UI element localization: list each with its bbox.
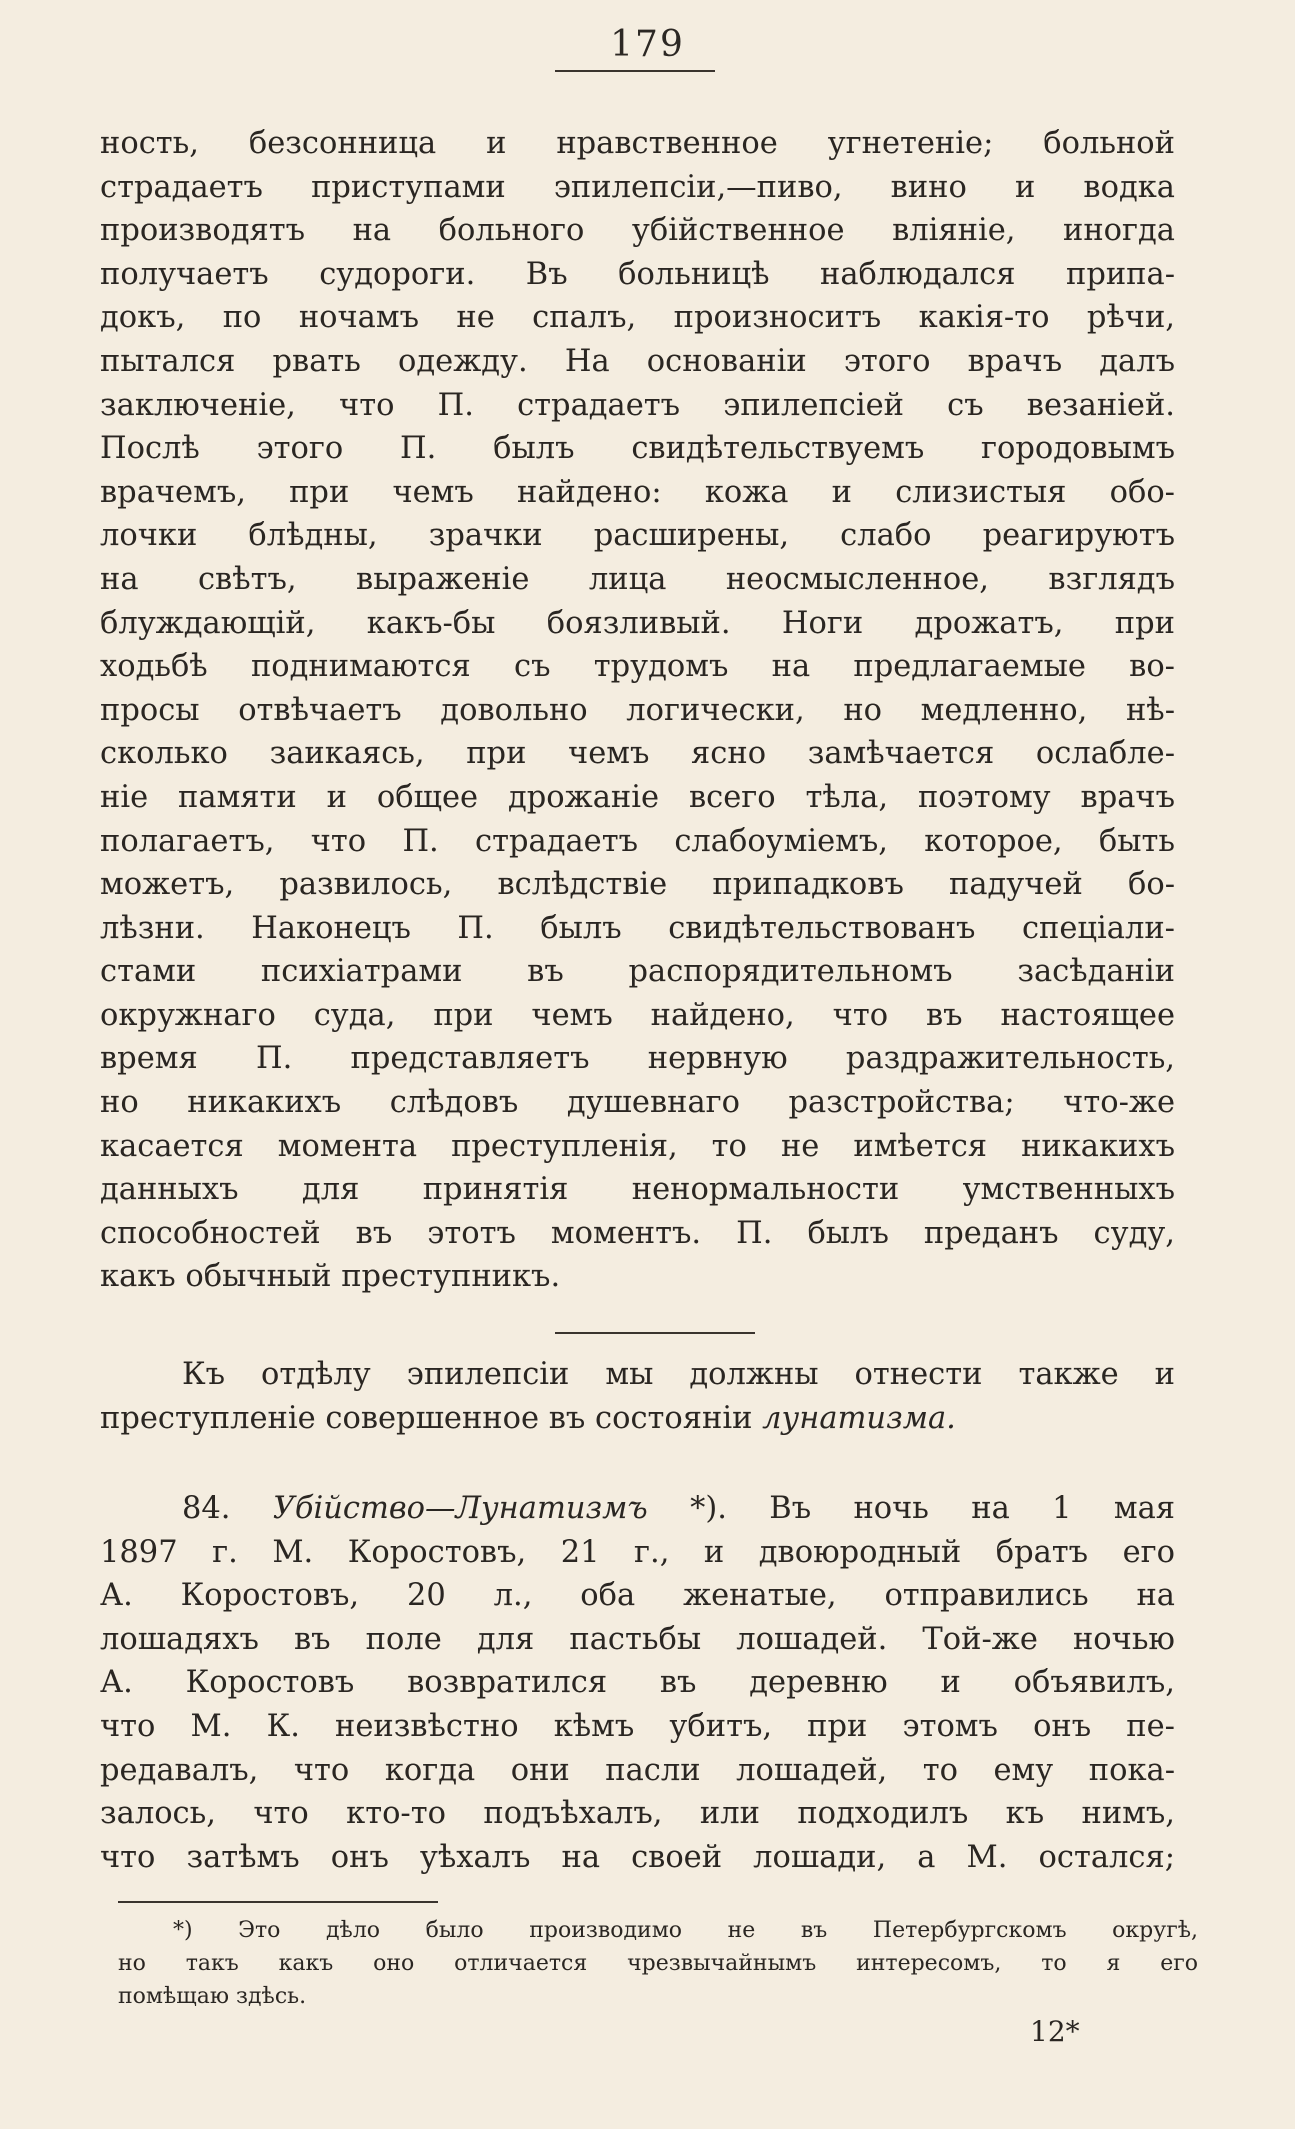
page-number: 179 — [610, 24, 685, 65]
text-line: время П. представляетъ нервную раздражительность, — [100, 1041, 1175, 1077]
text-line: данныхъ для принятія ненормальности умственныхъ — [100, 1172, 1175, 1208]
header-rule — [555, 70, 715, 72]
footnote-line: *) Это дѣло было производимо не въ Петербургскомъ округѣ, — [173, 1918, 1198, 1943]
text-line: просы отвѣчаетъ довольно логически, но медленно, нѣ- — [100, 692, 1175, 728]
text-line: Къ отдѣлу эпилепсіи мы должны отнести также и — [182, 1357, 1175, 1392]
text-line: страдаетъ приступами эпилепсіи,—пиво, вино и водка — [100, 169, 1175, 205]
text-line: лошадяхъ въ поле для пастьбы лошадей. Той-же ночью — [100, 1621, 1175, 1657]
text-line: лѣзни. Наконецъ П. былъ свидѣтельствованъ спеціали- — [100, 910, 1175, 946]
text-line: ніе памяти и общее дрожаніе всего тѣла, поэтому врачъ — [100, 779, 1175, 815]
footnote-marker: *). — [647, 1491, 727, 1526]
text-line: окружнаго суда, при чемъ найдено, что въ настоящее — [100, 997, 1175, 1033]
text-line: что затѣмъ онъ уѣхалъ на своей лошади, а М. остался; — [100, 1839, 1175, 1875]
text-line: ходьбѣ поднимаются съ трудомъ на предлагаемые во- — [100, 649, 1175, 685]
epilepsy-paragraph — [100, 1353, 1175, 1440]
text-line: врачемъ, при чемъ найдено: кожа и слизистыя обо- — [100, 474, 1175, 510]
text-line: А. Коростовъ, 20 л., оба женатые, отправились на — [100, 1578, 1175, 1614]
text-line: что М. К. неизвѣстно кѣмъ убитъ, при этомъ онъ пе- — [100, 1708, 1175, 1744]
text-line: но никакихъ слѣдовъ душевнаго разстройства; что-же — [100, 1085, 1175, 1121]
text-line: редавалъ, что когда они пасли лошадей, то ему пока- — [100, 1752, 1175, 1788]
text-line: какъ обычный преступникъ. — [100, 1259, 561, 1295]
section-divider — [555, 1332, 755, 1334]
text-line: 1897 г. М. Коростовъ, 21 г., и двоюродный братъ его — [100, 1534, 1175, 1570]
italic-term: лунатизма. — [762, 1400, 956, 1436]
footnote-line: но такъ какъ оно отличается чрезвычайнымъ интересомъ, то я его — [118, 1951, 1198, 1976]
case-paragraph — [100, 1487, 1175, 1879]
text-line: можетъ, развилось, вслѣдствіе припадковъ падучей бо- — [100, 867, 1175, 903]
footnote-line: помѣщаю здѣсь. — [118, 1984, 307, 2009]
text-line: на свѣтъ, выраженіе лица неосмысленное, взглядъ — [100, 561, 1175, 597]
text-line: сколько заикаясь, при чемъ ясно замѣчается ослабле- — [100, 736, 1175, 772]
case-title: Убійство—Лунатизмъ — [272, 1491, 648, 1526]
text-line: получаетъ судороги. Въ больницѣ наблюдался припа- — [100, 256, 1175, 292]
text-line — [100, 1397, 1175, 1441]
text-line: пытался рвать одежду. На основаніи этого врачъ далъ — [100, 343, 1175, 379]
signature-mark: 12* — [1030, 2015, 1080, 2048]
text-line: производятъ на больного убійственное вліяніе, иногда — [100, 213, 1175, 249]
text-line: докъ, по ночамъ не спалъ, произноситъ какія-то рѣчи, — [100, 300, 1175, 336]
text-line: лочки блѣдны, зрачки расширены, слабо реагируютъ — [100, 518, 1175, 554]
text-line: стами психіатрами въ распорядительномъ засѣданіи — [100, 954, 1175, 990]
case-number: 84. — [182, 1491, 231, 1526]
footnote — [118, 1914, 1198, 2013]
text-line: заключеніе, что П. страдаетъ эпилепсіей съ везаніей. — [100, 387, 1175, 423]
text-line: блуждающій, какъ-бы боязливый. Ноги дрожатъ, при — [100, 605, 1175, 641]
text-line: ность, безсонница и нравственное угнетеніе; больной — [100, 126, 1175, 161]
footnote-divider — [118, 1901, 438, 1903]
text-segment: Въ ночь на 1 мая — [726, 1491, 1175, 1526]
text-line: Послѣ этого П. былъ свидѣтельствуемъ городовымъ — [100, 431, 1175, 467]
text-line: А. Коростовъ возвратился въ деревню и объявилъ, — [100, 1665, 1175, 1701]
text-line: залось, что кто-то подъѣхалъ, или подходилъ къ нимъ, — [100, 1796, 1175, 1832]
text-line: касается момента преступленія, то не имѣется никакихъ — [100, 1128, 1175, 1164]
text-segment: преступленіе совершенное въ состояніи — [100, 1400, 763, 1436]
main-paragraph — [100, 122, 1175, 1299]
text-line: способностей въ этотъ моментъ. П. былъ преданъ суду, — [100, 1215, 1175, 1251]
text-line: полагаетъ, что П. страдаетъ слабоуміемъ, которое, быть — [100, 823, 1175, 859]
case-heading-line — [100, 1487, 1175, 1531]
